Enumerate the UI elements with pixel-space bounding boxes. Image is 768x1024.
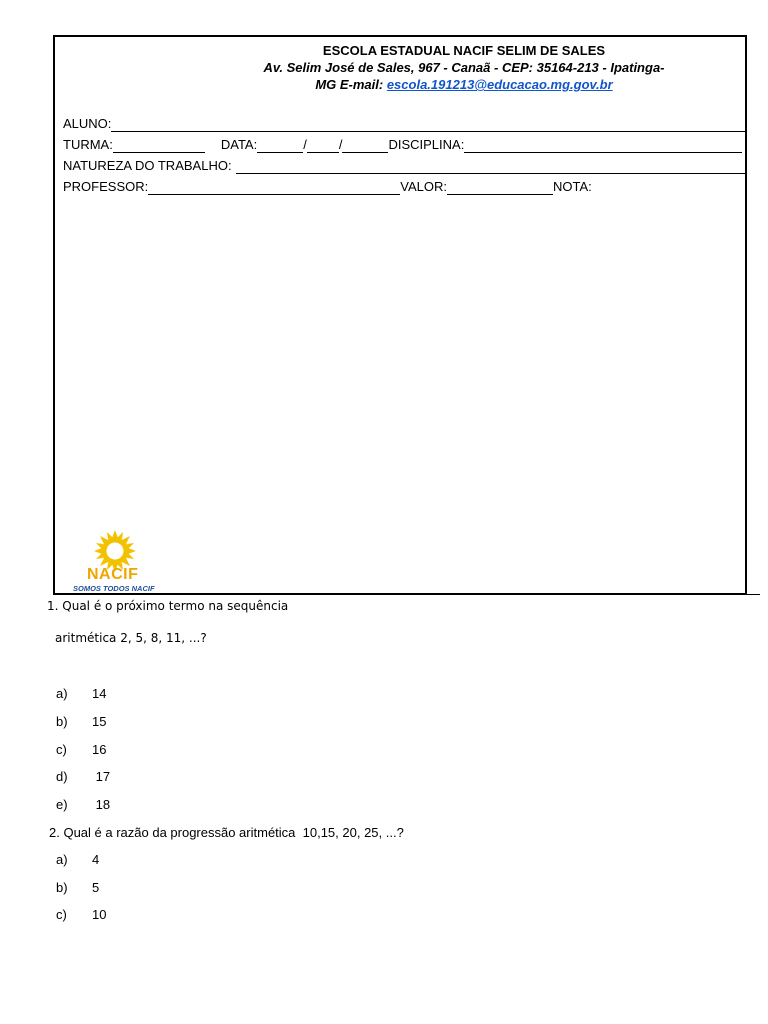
frame-extension-line xyxy=(747,594,760,595)
disciplina-label: DISCIPLINA: xyxy=(388,137,465,152)
data-day-field[interactable] xyxy=(257,137,303,153)
data-year-field[interactable] xyxy=(342,137,388,153)
natureza-field[interactable] xyxy=(236,158,746,174)
disciplina-field[interactable] xyxy=(464,137,742,153)
question-2: 2. Qual é a razão da progressão aritmética 10,15, 20, 25, ...? xyxy=(49,825,404,840)
aluno-label: ALUNO: xyxy=(63,116,112,131)
q1-option-d[interactable]: d) 17 xyxy=(56,769,111,784)
email-label: MG E-mail: xyxy=(315,77,387,92)
q2-option-a[interactable]: a) 4 xyxy=(56,852,100,867)
q1-option-c[interactable]: c) 16 xyxy=(56,742,107,757)
q1-option-e[interactable]: e) 18 xyxy=(56,797,111,812)
turma-field[interactable] xyxy=(113,137,205,153)
logo-tagline: SOMOS TODOS NACIF xyxy=(73,584,155,593)
question-1-line1: 1. Qual é o próximo termo na sequência xyxy=(47,599,289,613)
nota-label: NOTA: xyxy=(552,179,592,194)
nacif-logo xyxy=(73,529,173,591)
school-address: Av. Selim José de Sales, 967 - Canaã - CEP: 35164-213 - Ipatinga- xyxy=(263,60,665,75)
valor-field[interactable] xyxy=(447,179,553,195)
q2-option-c[interactable]: c) 10 xyxy=(56,907,107,922)
email-link[interactable]: escola.191213@educacao.mg.gov.br xyxy=(386,77,613,92)
data-label: DATA: xyxy=(220,137,258,152)
data-slash: / xyxy=(303,137,307,152)
data-month-field[interactable] xyxy=(307,137,339,153)
professor-field[interactable] xyxy=(148,179,400,195)
logo-name: NACIF xyxy=(87,566,139,583)
turma-row xyxy=(63,136,742,153)
header-frame xyxy=(53,35,747,595)
school-address-email xyxy=(159,76,768,93)
q1-option-b[interactable]: b) 15 xyxy=(56,714,107,729)
aluno-row xyxy=(63,115,747,132)
turma-label: TURMA: xyxy=(63,137,113,152)
valor-label: VALOR: xyxy=(400,179,447,194)
professor-label: PROFESSOR: xyxy=(63,179,149,194)
q2-option-b[interactable]: b) 5 xyxy=(56,880,100,895)
question-1-line2: aritmética 2, 5, 8, 11, ...? xyxy=(55,631,207,645)
q1-option-a[interactable]: a) 14 xyxy=(56,686,107,701)
natureza-label: NATUREZA DO TRABALHO: xyxy=(63,158,232,173)
aluno-field[interactable] xyxy=(111,116,747,132)
data-slash: / xyxy=(338,137,343,152)
school-name: ESCOLA ESTADUAL NACIF SELIM DE SALES xyxy=(322,43,606,58)
natureza-row xyxy=(63,157,746,174)
professor-row xyxy=(63,178,592,195)
